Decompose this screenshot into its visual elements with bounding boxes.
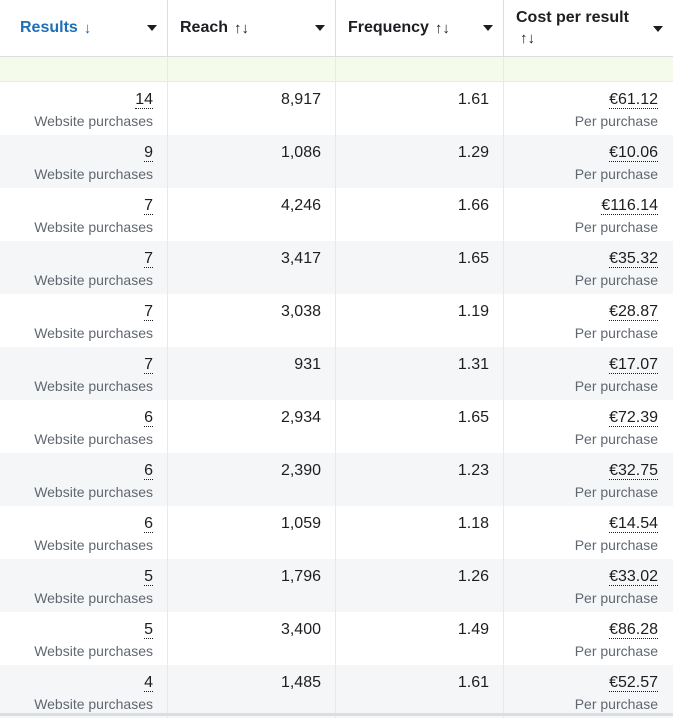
results-cell [0, 559, 168, 612]
result-type-label: Website purchases [34, 113, 153, 129]
summary-cell [168, 57, 336, 81]
result-type-label: Website purchases [34, 537, 153, 553]
sort-toggle-icon: ↑↓ [434, 19, 450, 37]
cost-value-link[interactable]: €86.28 [609, 621, 658, 638]
reach-value: 1,059 [280, 515, 321, 532]
cost-value-link[interactable]: €72.39 [609, 409, 658, 426]
reach-value: 3,400 [280, 621, 321, 638]
frequency-cell [336, 400, 504, 453]
cost-type-label: Per purchase [574, 537, 658, 553]
results-value-link[interactable]: 7 [144, 356, 153, 373]
horizontal-scrollbar[interactable] [0, 713, 673, 716]
cost-type-label: Per purchase [574, 325, 658, 341]
cost-type-label: Per purchase [574, 113, 658, 129]
cost-cell [504, 82, 673, 135]
frequency-cell [336, 294, 504, 347]
cost-type-label: Per purchase [574, 166, 658, 182]
column-header-reach[interactable] [168, 0, 336, 56]
table-row [0, 506, 673, 559]
table-row [0, 665, 673, 718]
cost-cell [504, 347, 673, 400]
cost-value-link[interactable]: €10.06 [609, 144, 658, 161]
sort-toggle-icon: ↑↓ [520, 30, 535, 47]
frequency-cell [336, 82, 504, 135]
reach-value: 4,246 [280, 197, 321, 214]
result-type-label: Website purchases [34, 378, 153, 394]
chevron-down-icon[interactable] [483, 25, 493, 31]
cost-value-link[interactable]: €28.87 [609, 303, 658, 320]
cost-value-link[interactable]: €61.12 [609, 91, 658, 108]
result-type-label: Website purchases [34, 325, 153, 341]
table-body [0, 82, 673, 718]
cost-cell [504, 400, 673, 453]
column-header-label: Frequency [348, 19, 429, 36]
cost-value-link[interactable]: €14.54 [609, 515, 658, 532]
table-row [0, 135, 673, 188]
cost-cell [504, 188, 673, 241]
results-cell [0, 294, 168, 347]
column-header-cost-per-result[interactable] [504, 0, 673, 56]
cost-type-label: Per purchase [574, 696, 658, 712]
results-cell [0, 82, 168, 135]
reach-value: 3,417 [280, 250, 321, 267]
cost-value-link[interactable]: €116.14 [601, 197, 658, 214]
frequency-value: 1.61 [457, 674, 489, 691]
summary-cell [504, 57, 673, 81]
cost-type-label: Per purchase [574, 272, 658, 288]
column-header-frequency[interactable] [336, 0, 504, 56]
cost-type-label: Per purchase [574, 484, 658, 500]
table-row [0, 559, 673, 612]
results-cell [0, 400, 168, 453]
results-value-link[interactable]: 7 [144, 197, 153, 214]
chevron-down-icon[interactable] [315, 25, 325, 31]
cost-value-link[interactable]: €32.75 [609, 462, 658, 479]
reach-cell [168, 82, 336, 135]
results-value-link[interactable]: 5 [144, 568, 153, 585]
cost-cell [504, 135, 673, 188]
chevron-down-icon[interactable] [653, 26, 663, 32]
reach-value: 931 [294, 356, 321, 373]
cost-type-label: Per purchase [574, 378, 658, 394]
frequency-value: 1.18 [457, 515, 489, 532]
reach-cell [168, 135, 336, 188]
frequency-cell [336, 135, 504, 188]
results-value-link[interactable]: 4 [144, 674, 153, 691]
result-type-label: Website purchases [34, 272, 153, 288]
frequency-value: 1.49 [457, 621, 489, 638]
reach-cell [168, 241, 336, 294]
results-cell [0, 506, 168, 559]
table-header [0, 0, 673, 57]
result-type-label: Website purchases [34, 643, 153, 659]
frequency-cell [336, 241, 504, 294]
reach-value: 1,796 [280, 568, 321, 585]
column-header-label: Results [20, 19, 78, 36]
result-type-label: Website purchases [34, 166, 153, 182]
cost-cell [504, 612, 673, 665]
results-value-link[interactable]: 6 [144, 515, 153, 532]
results-cell [0, 665, 168, 718]
reach-cell [168, 665, 336, 718]
reach-cell [168, 506, 336, 559]
table-row [0, 612, 673, 665]
table-row [0, 400, 673, 453]
summary-cell [336, 57, 504, 81]
cost-cell [504, 559, 673, 612]
frequency-value: 1.19 [457, 303, 489, 320]
reach-cell [168, 188, 336, 241]
cost-type-label: Per purchase [574, 643, 658, 659]
cost-cell [504, 665, 673, 718]
sort-toggle-icon: ↑↓ [234, 19, 250, 37]
results-cell [0, 135, 168, 188]
frequency-value: 1.65 [457, 409, 489, 426]
sort-descending-icon: ↓ [83, 19, 92, 37]
reach-cell [168, 559, 336, 612]
frequency-cell [336, 506, 504, 559]
table-row [0, 82, 673, 135]
result-type-label: Website purchases [34, 484, 153, 500]
reach-cell [168, 294, 336, 347]
cost-cell [504, 294, 673, 347]
column-header-label: Reach [180, 19, 229, 36]
results-value-link[interactable]: 7 [144, 303, 153, 320]
results-value-link[interactable]: 14 [135, 91, 153, 108]
reach-value: 3,038 [280, 303, 321, 320]
cost-value-link[interactable]: €17.07 [609, 356, 658, 373]
result-type-label: Website purchases [34, 696, 153, 712]
reach-value: 2,390 [280, 462, 321, 479]
frequency-cell [336, 665, 504, 718]
table-row [0, 294, 673, 347]
frequency-cell [336, 559, 504, 612]
frequency-cell [336, 347, 504, 400]
reach-cell [168, 612, 336, 665]
reach-cell [168, 347, 336, 400]
reach-cell [168, 400, 336, 453]
table-row [0, 347, 673, 400]
results-value-link[interactable]: 6 [144, 409, 153, 426]
cost-type-label: Per purchase [574, 590, 658, 606]
results-value-link[interactable]: 5 [144, 621, 153, 638]
cost-value-link[interactable]: €33.02 [609, 568, 658, 585]
results-cell [0, 612, 168, 665]
result-type-label: Website purchases [34, 431, 153, 447]
frequency-value: 1.65 [457, 250, 489, 267]
cost-cell [504, 453, 673, 506]
cost-cell [504, 506, 673, 559]
cost-cell [504, 241, 673, 294]
cost-value-link[interactable]: €52.57 [609, 674, 658, 691]
table-row [0, 453, 673, 506]
chevron-down-icon[interactable] [147, 25, 157, 31]
reach-value: 2,934 [280, 409, 321, 426]
result-type-label: Website purchases [34, 219, 153, 235]
frequency-value: 1.66 [457, 197, 489, 214]
reach-cell [168, 453, 336, 506]
table-row [0, 188, 673, 241]
cost-value-link[interactable]: €35.32 [609, 250, 658, 267]
frequency-cell [336, 188, 504, 241]
reach-value: 1,086 [280, 144, 321, 161]
frequency-value: 1.61 [457, 91, 489, 108]
column-header-results[interactable] [0, 0, 168, 56]
frequency-value: 1.23 [457, 462, 489, 479]
results-value-link[interactable]: 7 [144, 250, 153, 267]
results-value-link[interactable]: 6 [144, 462, 153, 479]
frequency-value: 1.31 [457, 356, 489, 373]
results-value-link[interactable]: 9 [144, 144, 153, 161]
table-row [0, 241, 673, 294]
cost-type-label: Per purchase [574, 219, 658, 235]
results-cell [0, 241, 168, 294]
summary-cell [0, 57, 168, 81]
reach-value: 1,485 [280, 674, 321, 691]
summary-row [0, 57, 673, 82]
results-cell [0, 453, 168, 506]
result-type-label: Website purchases [34, 590, 153, 606]
frequency-cell [336, 453, 504, 506]
frequency-cell [336, 612, 504, 665]
frequency-value: 1.26 [457, 568, 489, 585]
reach-value: 8,917 [280, 91, 321, 108]
cost-type-label: Per purchase [574, 431, 658, 447]
frequency-value: 1.29 [457, 144, 489, 161]
column-header-label: Cost per result [516, 9, 629, 26]
results-cell [0, 188, 168, 241]
results-cell [0, 347, 168, 400]
